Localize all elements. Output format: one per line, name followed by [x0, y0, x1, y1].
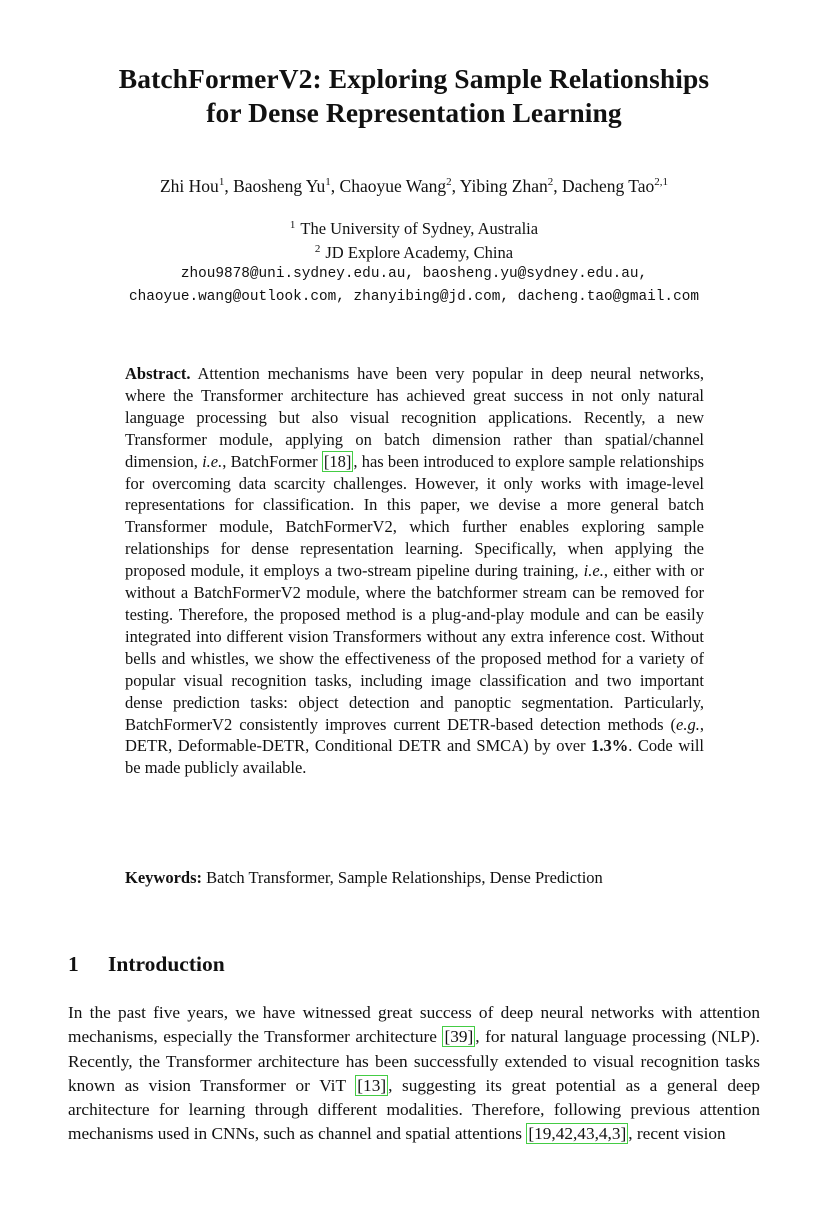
author-name: Baosheng Yu — [233, 176, 326, 196]
abstract-text: , has been introduced to explore sample relationships for overcoming data scarcity challenges. However, it only works with image-level representations for classification. In this paper, we devise a more general batch Transformer module, BatchFormerV2, which further enables exploring sample relationships for dense representation learning. Specifically, when applying the proposed module, it employs a two-stream pipeline during training, — [125, 451, 705, 581]
abstract — [125, 363, 704, 779]
keywords — [125, 867, 704, 889]
abstract-text: . Code will be made publicly available. — [125, 736, 704, 778]
title-line-2: for Dense Representation Learning — [206, 97, 622, 128]
affiliation-mark: 2 — [314, 243, 321, 255]
citation-link[interactable]: [39] — [444, 1027, 474, 1047]
author-name: Yibing Zhan — [459, 176, 548, 196]
abstract-text: , BatchFormer — [222, 451, 322, 471]
keywords-text: Batch Transformer, Sample Relationships, Dense Prediction — [202, 868, 603, 887]
intro-text: In the past five years, we have witnessed great success of deep neural networks with attention mechanisms, especially the Transformer architecture — [68, 1003, 760, 1047]
abstract-ie: i.e. — [202, 451, 223, 471]
affiliation-list — [40, 218, 788, 266]
intro-text: , suggesting its great potential as a general deep architecture for learning through different modalities. Therefore, following previous attention mechanisms used in CNNs, such as channel and spatial attentions — [68, 1075, 760, 1144]
email-line-2[interactable]: chaoyue.wang@outlook.com, zhanyibing@jd.com, dacheng.tao@gmail.com — [129, 289, 699, 305]
section-number: 1 — [68, 952, 79, 976]
paper-title — [40, 62, 788, 130]
author-name: Zhi Hou — [159, 176, 219, 196]
abstract-label: Abstract. — [125, 364, 191, 383]
keywords-label: Keywords: — [125, 868, 202, 887]
affiliation — [40, 218, 788, 242]
author-affiliation-mark: 1 — [325, 176, 331, 188]
author-list: Zhi Hou$^1$, Baosheng Yu$^1$, Chaoyue Wang$^2$, Yibing Zhan$^2$, Dacheng Tao$^{2,1}$ — [159, 176, 668, 196]
author-name: Chaoyue Wang — [339, 176, 447, 196]
author-affiliation-mark: 2 — [446, 176, 452, 188]
introduction-paragraph — [68, 1001, 760, 1147]
title-line-1: BatchFormerV2: Exploring Sample Relationships — [118, 63, 710, 94]
abstract-text: Attention mechanisms have been very popular in deep neural networks, where the Transformer architecture has achieved great success in not only natural language processing but also visual recognition applications. Recently, a new Transformer module, applying on batch dimension rather than spatial/channel dimension, — [125, 364, 704, 471]
intro-text: , for natural language processing (NLP). Recently, the Transformer architecture has been successfully extended to visual recognition tasks known as vision Transformer or ViT — [68, 1027, 760, 1095]
abstract-eg: e.g. — [676, 714, 700, 734]
citation-link[interactable]: [13] — [357, 1075, 387, 1095]
abstract-ie: i.e. — [583, 561, 604, 581]
email-list — [40, 263, 788, 309]
affiliation-text: The University of Sydney, Australia — [300, 219, 539, 238]
citation-link[interactable]: [18] — [323, 451, 352, 471]
section-heading — [68, 950, 225, 978]
section-title: Introduction — [108, 952, 225, 976]
abstract-text: , either with or without a BatchFormerV2 module, where the batchformer stream can be removed for testing. Therefore, the proposed method is a plug-and-play module and can be easily integrated into different vision Transformers without any extra inference cost. Without bells and whistles, we show the effectiveness of the proposed method for a variety of popular visual recognition tasks, including image classification and two important dense prediction tasks: object detection and panoptic segmentation. Particularly, BatchFormerV2 consistently improves current DETR-based detection methods ( — [125, 561, 705, 734]
citation-link[interactable]: [19,42,43,4,3] — [528, 1124, 627, 1144]
author-affiliation-mark: 2,1 — [654, 176, 668, 188]
author-name: Dacheng Tao — [562, 176, 655, 196]
abstract-improvement: 1.3% — [591, 736, 629, 756]
affiliation-mark: 1 — [289, 219, 296, 231]
author-affiliation-mark: 2 — [547, 176, 554, 188]
affiliation-text: JD Explore Academy, China — [325, 243, 514, 262]
intro-text: , recent vision — [628, 1124, 726, 1144]
email-line-1[interactable]: zhou9878@uni.sydney.edu.au, baosheng.yu@sydney.edu.au, — [180, 266, 648, 282]
author-affiliation-mark: 1 — [218, 176, 225, 188]
abstract-text: , DETR, Deformable-DETR, Conditional DETR and SMCA) by over — [125, 714, 704, 756]
